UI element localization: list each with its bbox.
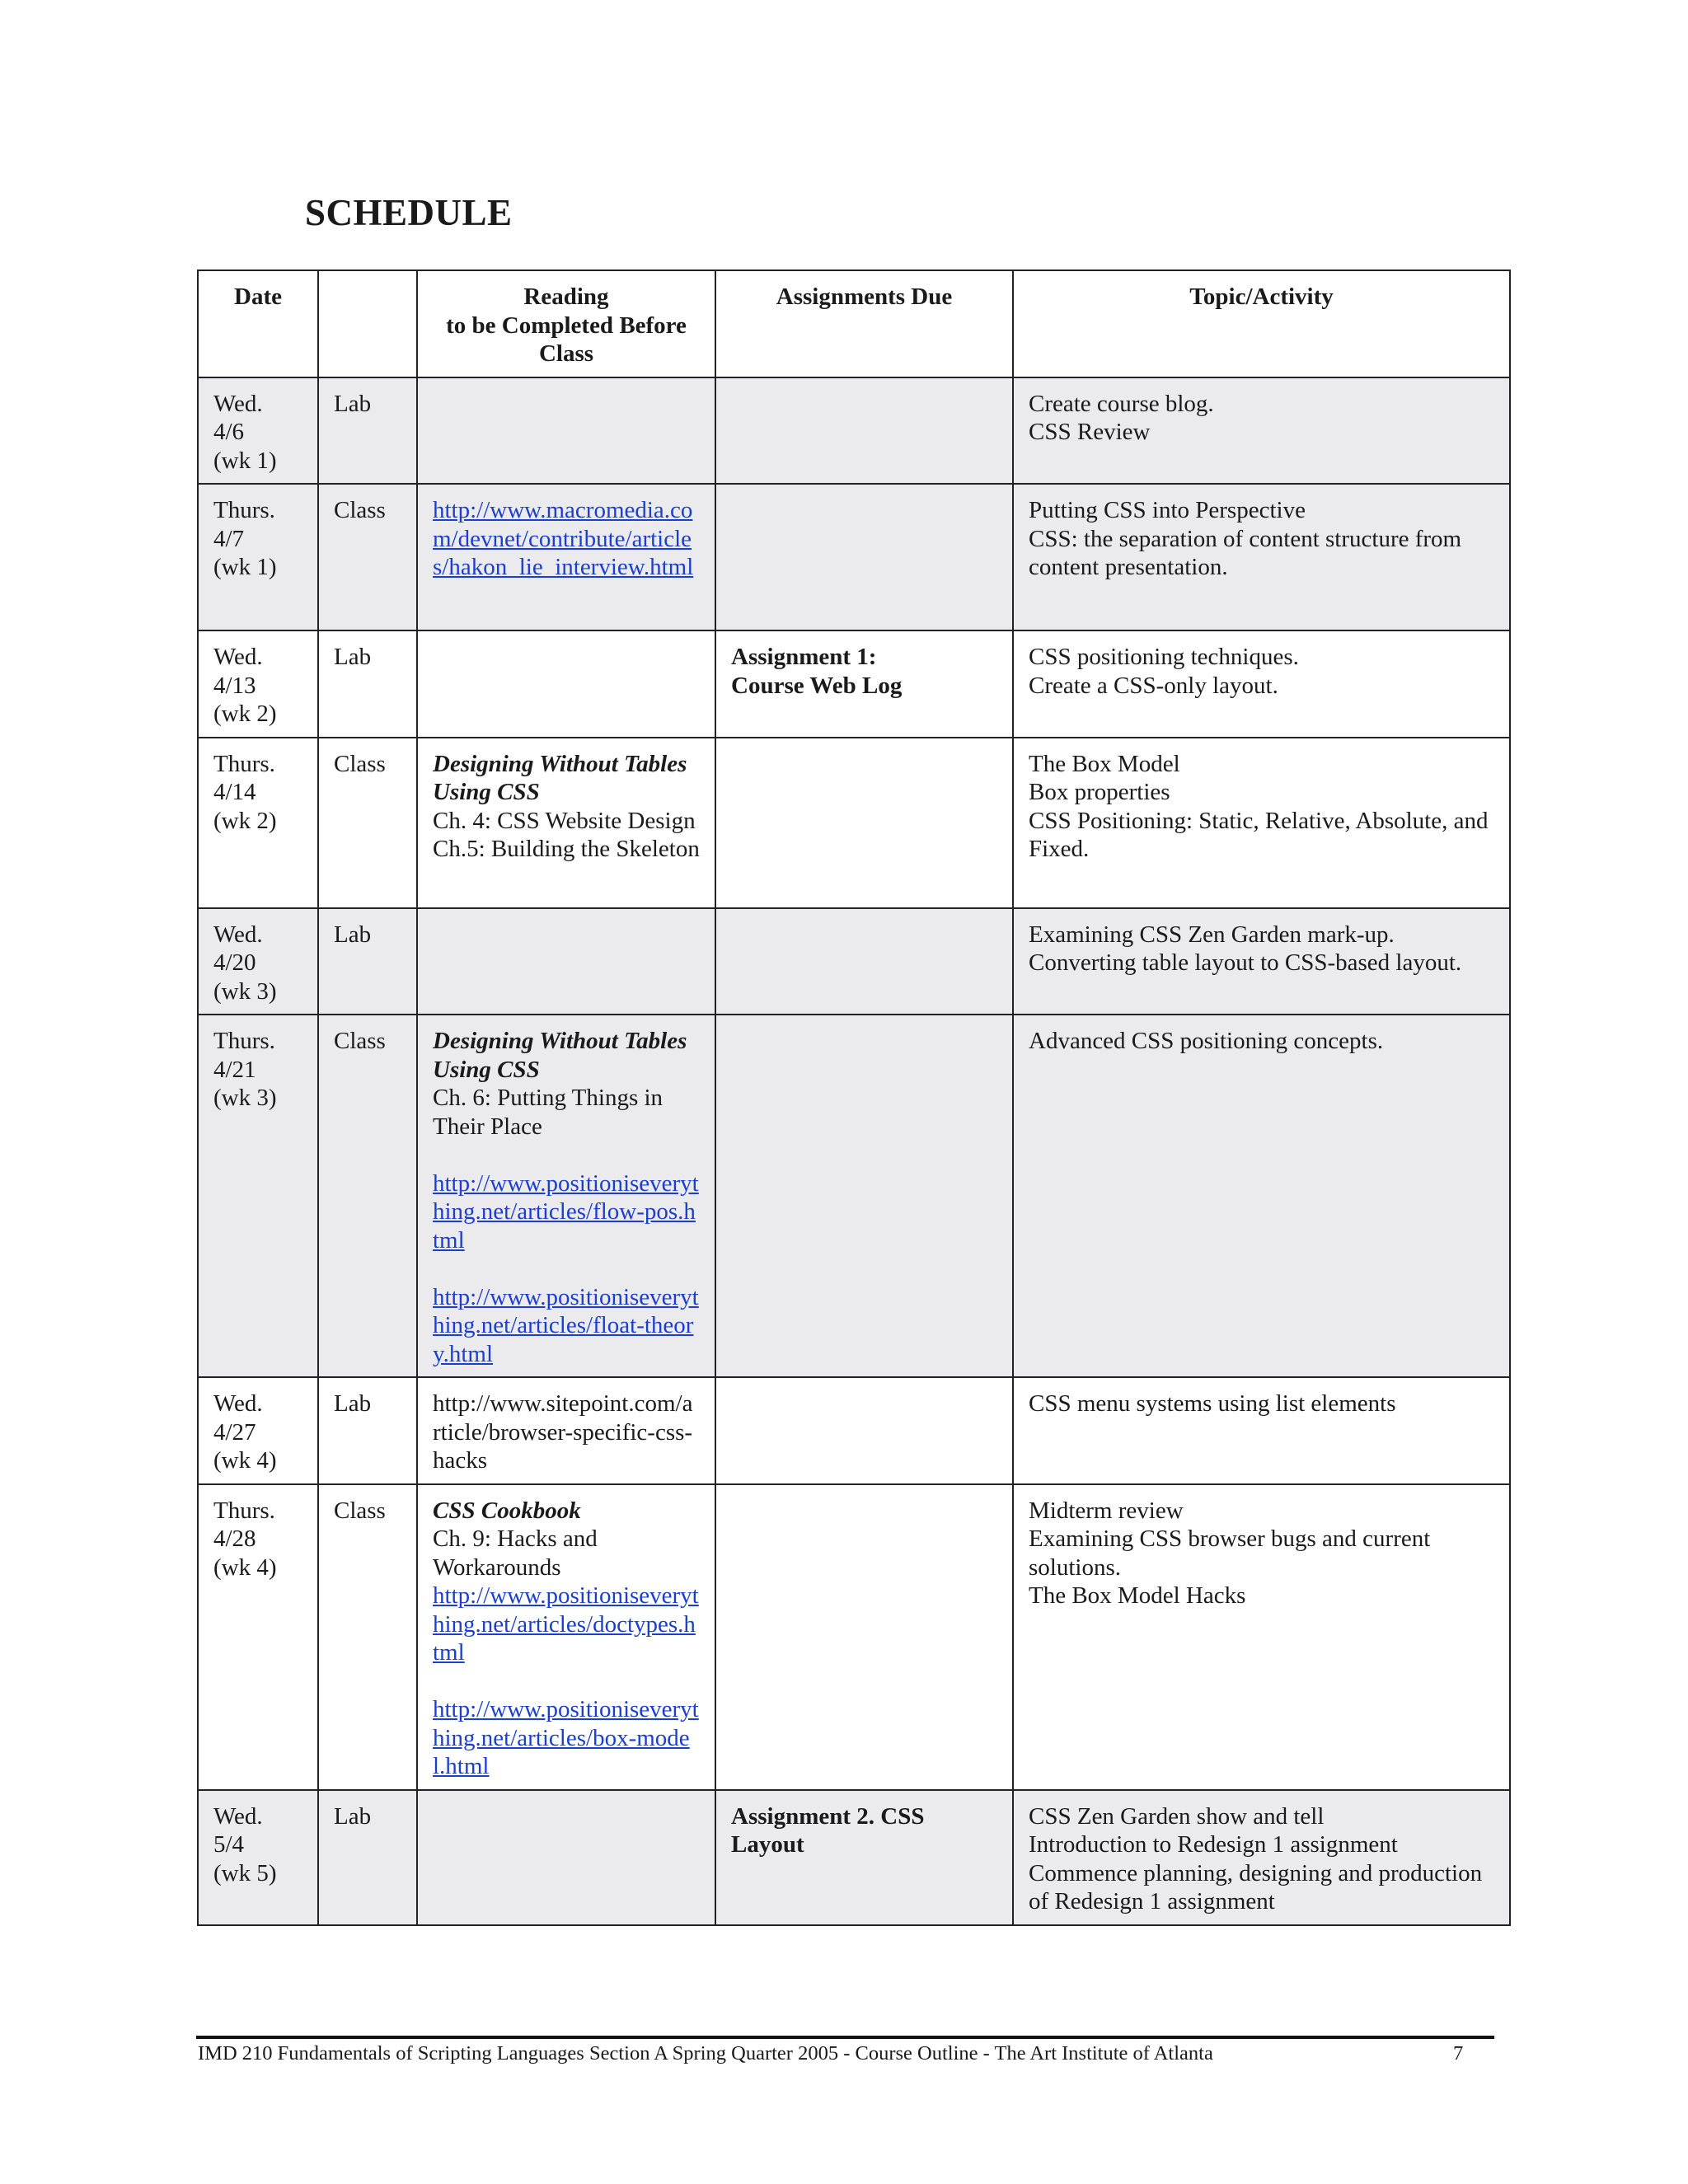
reading-link[interactable]: http://www.positioniseverything.net/articles/box-model.html — [433, 1696, 699, 1779]
reading-link-line — [433, 1695, 700, 1781]
reading-cell — [417, 377, 715, 485]
reading-cell — [417, 1377, 715, 1484]
assignment-cell — [715, 1484, 1013, 1790]
session-type-cell: Class — [318, 1015, 417, 1377]
topic-line: Midterm review — [1029, 1497, 1184, 1524]
spacer — [433, 1141, 700, 1169]
date-day: Wed. — [213, 1390, 263, 1417]
reading-link-line — [433, 1283, 700, 1369]
date-cell — [198, 1015, 318, 1377]
date-cell — [198, 484, 318, 630]
topic-line: Putting CSS into Perspective — [1029, 497, 1306, 523]
assignment-cell — [715, 1790, 1013, 1925]
topic-line: CSS Zen Garden show and tell — [1029, 1802, 1325, 1830]
reading-link[interactable]: http://www.positioniseverything.net/articles/flow-pos.html — [433, 1169, 699, 1254]
reading-cell — [417, 1015, 715, 1377]
topic-cell — [1013, 908, 1510, 1015]
date-value: 4/28 — [213, 1526, 256, 1552]
table-row — [198, 1377, 1510, 1484]
date-day: Wed. — [213, 644, 263, 670]
topic-line: CSS Review — [1029, 419, 1151, 445]
date-value: 4/14 — [213, 779, 256, 805]
date-week: (wk 1) — [213, 554, 277, 580]
topic-cell — [1013, 630, 1510, 738]
table-row — [198, 484, 1510, 630]
header-reading-line: to be Completed Before — [446, 312, 687, 339]
date-cell — [198, 1790, 318, 1925]
date-week: (wk 3) — [213, 977, 277, 1005]
assignment-label: Assignment 2. CSS Layout — [731, 1802, 925, 1858]
topic-line: CSS positioning techniques. — [1029, 644, 1299, 670]
footer-text: IMD 210 Fundamentals of Scripting Languages Section A Spring Quarter 2005 - Course Outline - The Art Institute of Atlanta — [198, 2042, 1213, 2064]
header-topic: Topic/Activity — [1013, 270, 1510, 377]
reading-cell — [417, 1484, 715, 1790]
topic-line: Converting table layout to CSS-based layout. — [1029, 949, 1462, 976]
date-value: 4/6 — [213, 419, 245, 445]
reading-cell — [417, 908, 715, 1015]
topic-line: The Box Model Hacks — [1029, 1582, 1246, 1609]
date-day: Wed. — [213, 1802, 263, 1830]
date-day: Wed. — [213, 921, 263, 948]
topic-cell — [1013, 377, 1510, 485]
topic-line: CSS menu systems using list elements — [1029, 1390, 1396, 1417]
date-value: 4/13 — [213, 672, 256, 699]
assignment-cell — [715, 1377, 1013, 1484]
date-cell — [198, 1484, 318, 1790]
header-reading-line: Reading — [523, 284, 609, 310]
date-day: Thurs. — [213, 1497, 275, 1524]
session-type-cell: Class — [318, 484, 417, 630]
reading-cell — [417, 738, 715, 908]
header-reading — [417, 270, 715, 377]
date-cell — [198, 738, 318, 908]
header-reading-label — [433, 283, 700, 368]
topic-line: CSS Positioning: Static, Relative, Absolute, and Fixed. — [1029, 807, 1489, 862]
session-type-cell: Lab — [318, 908, 417, 1015]
chapter-text: Ch.5: Building the Skeleton — [433, 836, 700, 862]
reading-url-text: http://www.sitepoint.com/article/browser-specific-css-hacks — [433, 1390, 693, 1474]
topic-cell — [1013, 484, 1510, 630]
reading-link[interactable]: http://www.macromedia.com/devnet/contribute/articles/hakon_lie_interview.html — [433, 497, 694, 580]
assignment-cell — [715, 630, 1013, 738]
date-value: 4/27 — [213, 1418, 256, 1446]
date-week: (wk 5) — [213, 1859, 277, 1886]
assignment-cell — [715, 738, 1013, 908]
spacer — [433, 1254, 700, 1283]
reading-cell — [417, 630, 715, 738]
topic-cell — [1013, 1484, 1510, 1790]
reading-link[interactable]: http://www.positioniseverything.net/articles/float-theory.html — [433, 1283, 699, 1367]
date-week: (wk 3) — [213, 1085, 277, 1111]
header-reading-line: Class — [538, 340, 594, 367]
topic-line: Create a CSS-only layout. — [1029, 672, 1278, 699]
footer-divider — [196, 2036, 1494, 2039]
session-type-cell: Lab — [318, 630, 417, 738]
assignment-cell — [715, 1015, 1013, 1377]
reading-cell — [417, 1790, 715, 1925]
book-title: Designing Without Tables Using CSS — [433, 1028, 687, 1083]
header-assignments: Assignments Due — [715, 270, 1013, 377]
reading-link-line — [433, 1582, 700, 1667]
session-type-cell: Class — [318, 1484, 417, 1790]
session-type-cell: Lab — [318, 377, 417, 485]
topic-line: Introduction to Redesign 1 assignment — [1029, 1831, 1398, 1858]
chapter-text: Ch. 4: CSS Website Design — [433, 807, 696, 834]
table-row — [198, 1790, 1510, 1925]
table-row — [198, 377, 1510, 485]
date-week: (wk 4) — [213, 1447, 277, 1474]
chapter-text: Ch. 9: Hacks and Workarounds — [433, 1526, 598, 1581]
topic-line: The Box Model — [1029, 750, 1180, 777]
schedule-table — [197, 269, 1511, 1926]
header-date: Date — [198, 270, 318, 377]
chapter-text: Ch. 6: Putting Things in Their Place — [433, 1085, 663, 1140]
date-week: (wk 2) — [213, 701, 277, 727]
book-title: CSS Cookbook — [433, 1497, 581, 1524]
topic-line: Box properties — [1029, 779, 1170, 805]
topic-line: Create course blog. — [1029, 390, 1214, 417]
topic-line: Examining CSS Zen Garden mark-up. — [1029, 921, 1395, 948]
topic-line: Advanced CSS positioning concepts. — [1029, 1028, 1384, 1054]
table-row — [198, 1484, 1510, 1790]
date-cell — [198, 377, 318, 485]
assignment-cell — [715, 908, 1013, 1015]
topic-cell — [1013, 1015, 1510, 1377]
topic-line: Examining CSS browser bugs and current solutions. — [1029, 1526, 1431, 1581]
date-week: (wk 1) — [213, 447, 277, 474]
topic-line: Commence planning, designing and production of Redesign 1 assignment — [1029, 1859, 1483, 1915]
assignment-cell — [715, 484, 1013, 630]
session-type-cell: Lab — [318, 1377, 417, 1484]
schedule-body — [198, 377, 1510, 1925]
spacer — [433, 1667, 700, 1696]
topic-line: CSS: the separation of content structure from content presentation. — [1029, 525, 1462, 580]
date-value: 5/4 — [213, 1831, 245, 1858]
date-day: Wed. — [213, 390, 263, 417]
date-value: 4/21 — [213, 1056, 256, 1083]
table-header-row — [198, 270, 1510, 377]
page-title: SCHEDULE — [305, 192, 513, 233]
table-row — [198, 630, 1510, 738]
date-cell — [198, 908, 318, 1015]
reading-link-line — [433, 1169, 700, 1255]
assignment-label: Course Web Log — [731, 672, 903, 699]
date-value: 4/20 — [213, 949, 256, 976]
date-value: 4/7 — [213, 525, 245, 552]
topic-cell — [1013, 1377, 1510, 1484]
date-cell — [198, 630, 318, 738]
date-day: Thurs. — [213, 1028, 275, 1054]
session-type-cell: Lab — [318, 1790, 417, 1925]
date-cell — [198, 1377, 318, 1484]
page-number: 7 — [1453, 2042, 1464, 2064]
date-day: Thurs. — [213, 497, 275, 523]
date-day: Thurs. — [213, 750, 275, 777]
reading-link[interactable]: http://www.positioniseverything.net/articles/doctypes.html — [433, 1582, 699, 1666]
table-row — [198, 738, 1510, 908]
assignment-label: Assignment 1: — [731, 644, 877, 670]
book-title: Designing Without Tables Using CSS — [433, 750, 687, 805]
reading-cell — [417, 484, 715, 630]
header-type — [318, 270, 417, 377]
session-type-cell: Class — [318, 738, 417, 908]
topic-cell — [1013, 1790, 1510, 1925]
reading-link-line — [433, 496, 700, 582]
date-week: (wk 4) — [213, 1554, 277, 1581]
date-week: (wk 2) — [213, 807, 277, 834]
table-row — [198, 908, 1510, 1015]
topic-cell — [1013, 738, 1510, 908]
assignment-cell — [715, 377, 1013, 485]
table-row — [198, 1015, 1510, 1377]
